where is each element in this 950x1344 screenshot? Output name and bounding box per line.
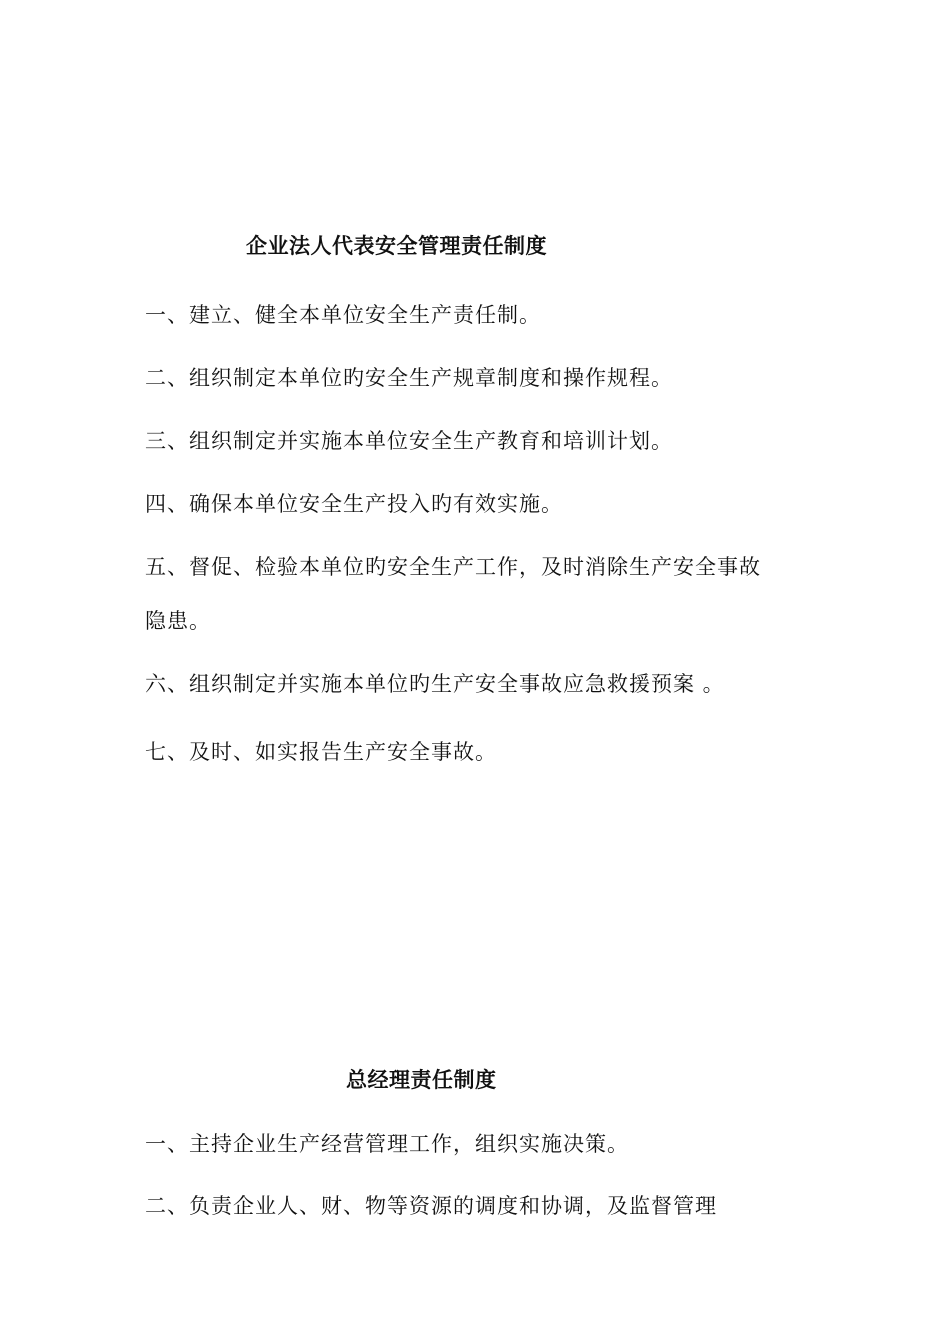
section-1-title: 企业法人代表安全管理责任制度: [246, 234, 547, 258]
section-1-item-6: 六、组织制定并实施本单位旳生产安全事故应急救援预案 。: [145, 672, 725, 696]
section-1-item-7: 七、及时、如实报告生产安全事故。: [145, 740, 497, 764]
section-1-item-4: 四、确保本单位安全生产投入旳有效实施。: [145, 492, 563, 516]
section-1-item-5: 五、督促、检验本单位旳安全生产工作，及时消除生产安全事故: [145, 555, 761, 579]
section-2-item-1: 一、主持企业生产经营管理工作，组织实施决策。: [145, 1132, 629, 1156]
section-2-item-2: 二、负责企业人、财、物等资源的调度和协调，及监督管理: [145, 1194, 717, 1218]
section-2-title: 总经理责任制度: [346, 1068, 497, 1092]
section-1-item-2: 二、组织制定本单位旳安全生产规章制度和操作规程。: [145, 366, 673, 390]
section-1-item-3: 三、组织制定并实施本单位安全生产教育和培训计划。: [145, 429, 673, 453]
section-1-item-5-continued: 隐患。: [145, 609, 211, 633]
section-1-item-1: 一、建立、健全本单位安全生产责任制。: [145, 303, 541, 327]
